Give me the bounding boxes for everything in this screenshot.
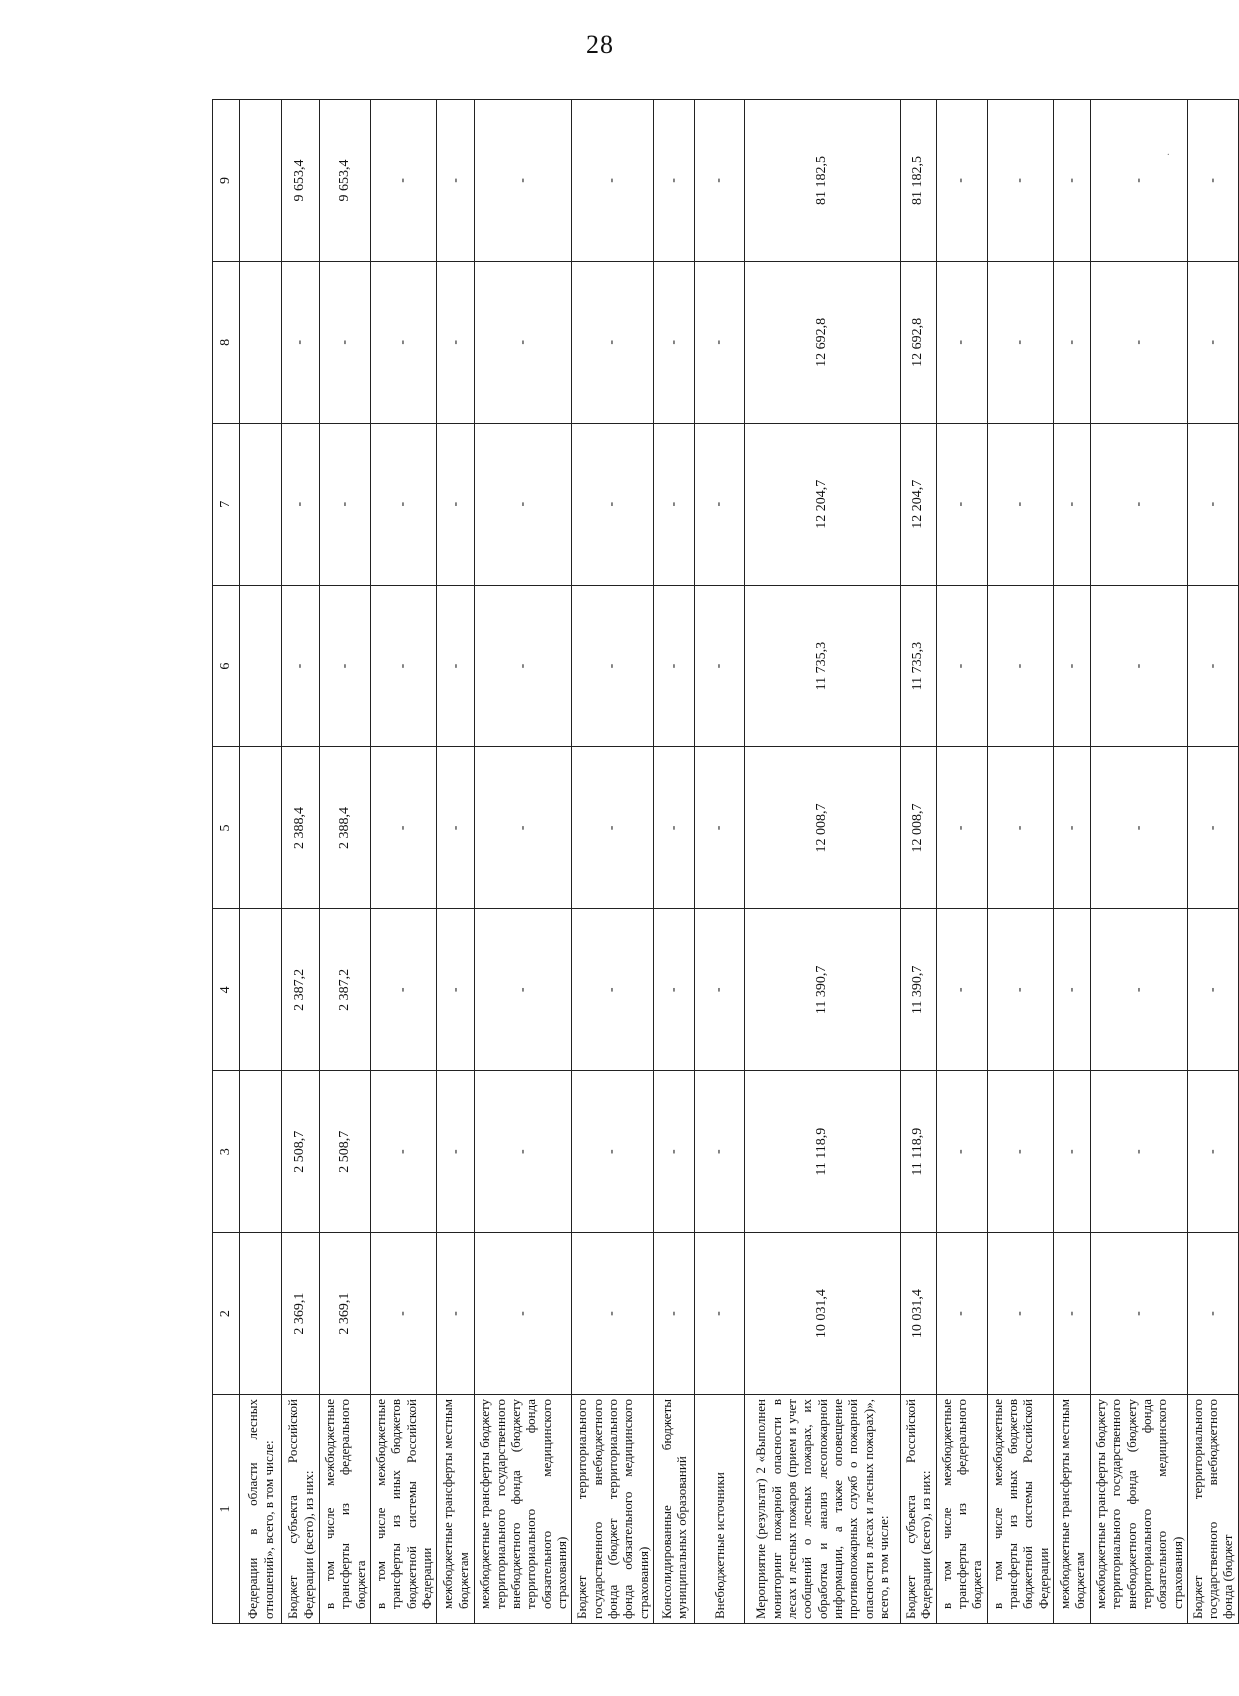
table-row: [987, 100, 1053, 1624]
value-cell-col-8: [240, 261, 282, 423]
table-row: [475, 100, 572, 1624]
value-cell-col-5: 2 388,4: [282, 747, 320, 909]
value-cell-col-2: -: [370, 1233, 436, 1395]
value-cell-col-9: -: [475, 100, 572, 262]
value-cell-col-6: -: [475, 585, 572, 747]
scan-speck: ·: [1166, 150, 1170, 161]
table-row: [694, 100, 744, 1624]
column-header-2: 2: [213, 1233, 240, 1395]
value-cell-col-4: -: [653, 909, 694, 1071]
value-cell-col-8: -: [475, 261, 572, 423]
table-row: [900, 100, 936, 1624]
value-cell-col-6: -: [572, 585, 654, 747]
value-cell-col-9: 9 653,4: [320, 100, 371, 262]
value-cell-col-4: -: [370, 909, 436, 1071]
value-cell-col-7: -: [370, 423, 436, 585]
value-cell-col-5: -: [370, 747, 436, 909]
value-cell-col-3: 11 118,9: [744, 1071, 900, 1233]
value-cell-col-9: -: [694, 100, 744, 262]
row-label: Мероприятие (результат) 2 «Выполнен мониторинг пожарной опасности в лесах и лесных пожаров (прием и учет сообщений о лесных пожарах, их обработка и анализ лесопожарной информации, а также оповещение противопожарных служб о пожарной опасности в лесах и лесных пожарах)», всего, в том числе:: [744, 1395, 900, 1624]
value-cell-col-6: -: [437, 585, 475, 747]
table-row: [320, 100, 371, 1624]
value-cell-col-3: -: [1053, 1071, 1090, 1233]
page-number: 28: [586, 30, 614, 59]
value-cell-col-2: -: [1090, 1233, 1187, 1395]
value-cell-col-4: -: [1053, 909, 1090, 1071]
column-header-9: 9: [213, 100, 240, 262]
row-label: Федерации в области лесных отношений», всего, в том числе:: [240, 1395, 282, 1624]
value-cell-col-6: -: [1090, 585, 1187, 747]
row-label: Внебюджетные источники: [694, 1395, 744, 1624]
value-cell-col-6: -: [320, 585, 371, 747]
column-header-5: 5: [213, 747, 240, 909]
value-cell-col-4: 2 387,2: [282, 909, 320, 1071]
value-cell-col-7: -: [1187, 423, 1238, 585]
value-cell-col-3: 11 118,9: [900, 1071, 936, 1233]
value-cell-col-8: -: [437, 261, 475, 423]
value-cell-col-9: -: [370, 100, 436, 262]
table-row: [282, 100, 320, 1624]
row-label: Бюджет субъекта Российской Федерации (всего), из них:: [282, 1395, 320, 1624]
value-cell-col-8: -: [1187, 261, 1238, 423]
value-cell-col-7: -: [572, 423, 654, 585]
value-cell-col-9: -: [1187, 100, 1238, 262]
value-cell-col-4: -: [936, 909, 987, 1071]
value-cell-col-4: -: [987, 909, 1053, 1071]
value-cell-col-2: -: [1053, 1233, 1090, 1395]
value-cell-col-9: -: [1090, 100, 1187, 262]
value-cell-col-5: 2 388,4: [320, 747, 371, 909]
value-cell-col-3: -: [936, 1071, 987, 1233]
value-cell-col-2: -: [936, 1233, 987, 1395]
row-label: в том числе межбюджетные трансферты из федерального бюджета: [936, 1395, 987, 1624]
value-cell-col-5: -: [653, 747, 694, 909]
value-cell-col-2: -: [694, 1233, 744, 1395]
value-cell-col-4: -: [572, 909, 654, 1071]
row-label: в том числе межбюджетные трансферты из иных бюджетов бюджетной системы Российской Федерации: [987, 1395, 1053, 1624]
value-cell-col-3: -: [1090, 1071, 1187, 1233]
value-cell-col-3: -: [437, 1071, 475, 1233]
value-cell-col-4: 11 390,7: [900, 909, 936, 1071]
value-cell-col-4: 11 390,7: [744, 909, 900, 1071]
value-cell-col-5: -: [475, 747, 572, 909]
value-cell-col-6: -: [987, 585, 1053, 747]
value-cell-col-8: -: [1090, 261, 1187, 423]
row-label: межбюджетные трансферты местным бюджетам: [1053, 1395, 1090, 1624]
table-row: [437, 100, 475, 1624]
value-cell-col-7: -: [320, 423, 371, 585]
value-cell-col-7: -: [437, 423, 475, 585]
value-cell-col-6: 11 735,3: [900, 585, 936, 747]
value-cell-col-8: -: [282, 261, 320, 423]
value-cell-col-7: -: [987, 423, 1053, 585]
table-header-row: [213, 100, 240, 1624]
value-cell-col-4: -: [1090, 909, 1187, 1071]
value-cell-col-3: -: [1187, 1071, 1238, 1233]
value-cell-col-3: 2 508,7: [282, 1071, 320, 1233]
column-header-4: 4: [213, 909, 240, 1071]
value-cell-col-6: -: [1187, 585, 1238, 747]
value-cell-col-6: -: [936, 585, 987, 747]
column-header-1: 1: [213, 1395, 240, 1624]
table-row: [936, 100, 987, 1624]
value-cell-col-5: -: [987, 747, 1053, 909]
value-cell-col-9: -: [572, 100, 654, 262]
table-body: [240, 100, 1239, 1624]
value-cell-col-2: 10 031,4: [744, 1233, 900, 1395]
value-cell-col-6: -: [370, 585, 436, 747]
value-cell-col-3: -: [987, 1071, 1053, 1233]
value-cell-col-2: -: [437, 1233, 475, 1395]
value-cell-col-9: [240, 100, 282, 262]
value-cell-col-2: 2 369,1: [320, 1233, 371, 1395]
value-cell-col-4: 2 387,2: [320, 909, 371, 1071]
table-row: [572, 100, 654, 1624]
budget-table: [212, 99, 1239, 1624]
value-cell-col-2: -: [475, 1233, 572, 1395]
value-cell-col-2: 2 369,1: [282, 1233, 320, 1395]
value-cell-col-6: -: [653, 585, 694, 747]
value-cell-col-8: -: [1053, 261, 1090, 423]
value-cell-col-7: -: [1090, 423, 1187, 585]
value-cell-col-3: [240, 1071, 282, 1233]
row-label: Бюджет территориального государственного внебюджетного фонда (бюджет: [1187, 1395, 1238, 1624]
value-cell-col-3: -: [572, 1071, 654, 1233]
value-cell-col-4: -: [475, 909, 572, 1071]
value-cell-col-8: -: [653, 261, 694, 423]
value-cell-col-8: -: [936, 261, 987, 423]
table-row: [1090, 100, 1187, 1624]
table-row: [1187, 100, 1238, 1624]
value-cell-col-6: 11 735,3: [744, 585, 900, 747]
value-cell-col-7: -: [694, 423, 744, 585]
value-cell-col-6: [240, 585, 282, 747]
value-cell-col-9: -: [437, 100, 475, 262]
value-cell-col-5: -: [1053, 747, 1090, 909]
rotated-table-container: [212, 100, 1236, 1624]
value-cell-col-8: 12 692,8: [744, 261, 900, 423]
column-header-3: 3: [213, 1071, 240, 1233]
value-cell-col-2: -: [653, 1233, 694, 1395]
value-cell-col-8: -: [987, 261, 1053, 423]
value-cell-col-5: 12 008,7: [900, 747, 936, 909]
value-cell-col-5: [240, 747, 282, 909]
row-label: Бюджет территориального государственного внебюджетного фонда (бюджет территориального фонда обязательного медицинского страхования): [572, 1395, 654, 1624]
column-header-7: 7: [213, 423, 240, 585]
table-row: [744, 100, 900, 1624]
value-cell-col-5: 12 008,7: [744, 747, 900, 909]
row-label: в том числе межбюджетные трансферты из иных бюджетов бюджетной системы Российской Федерации: [370, 1395, 436, 1624]
table-row: [653, 100, 694, 1624]
value-cell-col-5: -: [1090, 747, 1187, 909]
value-cell-col-7: 12 204,7: [744, 423, 900, 585]
value-cell-col-7: [240, 423, 282, 585]
value-cell-col-7: -: [653, 423, 694, 585]
value-cell-col-9: -: [653, 100, 694, 262]
value-cell-col-3: -: [370, 1071, 436, 1233]
value-cell-col-3: 2 508,7: [320, 1071, 371, 1233]
value-cell-col-2: -: [987, 1233, 1053, 1395]
table-row: [240, 100, 282, 1624]
value-cell-col-2: [240, 1233, 282, 1395]
value-cell-col-5: -: [572, 747, 654, 909]
value-cell-col-5: -: [437, 747, 475, 909]
value-cell-col-2: 10 031,4: [900, 1233, 936, 1395]
row-label: Бюджет субъекта Российской Федерации (всего), из них:: [900, 1395, 936, 1624]
value-cell-col-6: -: [282, 585, 320, 747]
value-cell-col-9: 81 182,5: [900, 100, 936, 262]
row-label: межбюджетные трансферты бюджету территориального государственного внебюджетного фонда (бюджету территориального фонда обязательного медицинского страхования): [475, 1395, 572, 1624]
value-cell-col-8: -: [320, 261, 371, 423]
row-label: Консолидированные бюджеты муниципальных образований: [653, 1395, 694, 1624]
value-cell-col-9: -: [936, 100, 987, 262]
value-cell-col-6: -: [694, 585, 744, 747]
value-cell-col-7: -: [936, 423, 987, 585]
table-row: [1053, 100, 1090, 1624]
value-cell-col-7: -: [282, 423, 320, 585]
value-cell-col-4: [240, 909, 282, 1071]
value-cell-col-9: -: [1053, 100, 1090, 262]
value-cell-col-4: -: [694, 909, 744, 1071]
value-cell-col-8: -: [572, 261, 654, 423]
table-row: [370, 100, 436, 1624]
value-cell-col-2: -: [1187, 1233, 1238, 1395]
value-cell-col-9: -: [987, 100, 1053, 262]
value-cell-col-9: 81 182,5: [744, 100, 900, 262]
value-cell-col-7: 12 204,7: [900, 423, 936, 585]
value-cell-col-8: -: [370, 261, 436, 423]
value-cell-col-9: 9 653,4: [282, 100, 320, 262]
value-cell-col-3: -: [653, 1071, 694, 1233]
column-header-6: 6: [213, 585, 240, 747]
value-cell-col-4: -: [1187, 909, 1238, 1071]
value-cell-col-7: -: [475, 423, 572, 585]
value-cell-col-8: -: [694, 261, 744, 423]
value-cell-col-3: -: [694, 1071, 744, 1233]
column-header-8: 8: [213, 261, 240, 423]
value-cell-col-6: -: [1053, 585, 1090, 747]
value-cell-col-5: -: [694, 747, 744, 909]
value-cell-col-5: -: [936, 747, 987, 909]
row-label: межбюджетные трансферты местным бюджетам: [437, 1395, 475, 1624]
value-cell-col-4: -: [437, 909, 475, 1071]
value-cell-col-2: -: [572, 1233, 654, 1395]
value-cell-col-3: -: [475, 1071, 572, 1233]
row-label: в том числе межбюджетные трансферты из федерального бюджета: [320, 1395, 371, 1624]
value-cell-col-5: -: [1187, 747, 1238, 909]
value-cell-col-7: -: [1053, 423, 1090, 585]
row-label: межбюджетные трансферты бюджету территориального государственного внебюджетного фонда (бюджету территориального фонда обязательного медицинского страхования): [1090, 1395, 1187, 1624]
value-cell-col-8: 12 692,8: [900, 261, 936, 423]
